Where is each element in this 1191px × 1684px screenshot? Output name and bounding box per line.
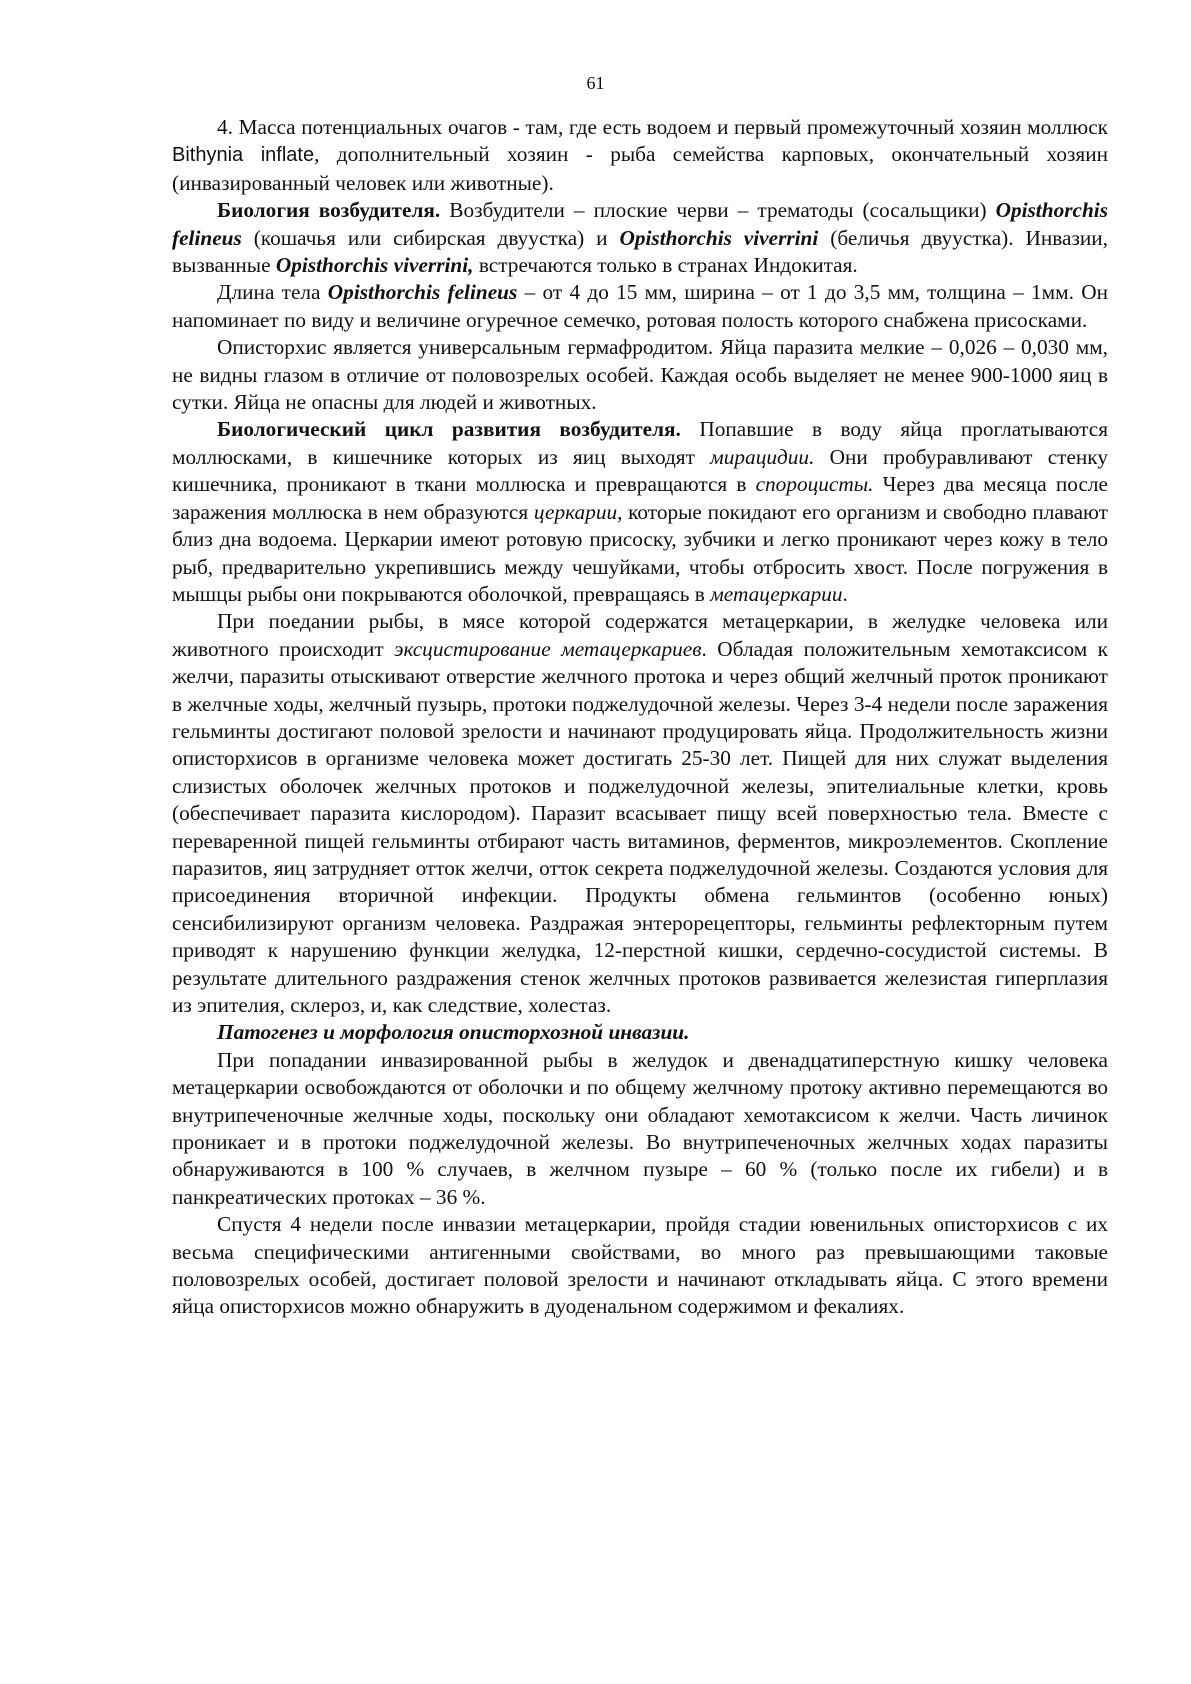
section-heading-pathogen-biology: Биология возбудителя. — [217, 198, 441, 223]
paragraph-transmission-foci — [172, 114, 1108, 197]
section-heading-life-cycle: Биологический цикл развития возбудителя. — [217, 417, 681, 442]
paragraph-text: Возбудители – плоские черви – трематоды (сосальщики) — [440, 198, 996, 223]
paragraph-body-size — [172, 279, 1108, 334]
paragraph-life-cycle — [172, 416, 1108, 608]
paragraph-infection-process — [172, 608, 1108, 1019]
paragraph-pathogenesis: При попадании инвазированной рыбы в желудок и двенадцатиперстную кишку человека метацеркарии освобождаются от оболочки и по общему желчному протоку активно перемещаются во внутрипеченочные желчные ходы, поскольку они обладают хемотаксисом к желчи. Часть личинок проникает и в протоки поджелудочной железы. Во внутрипеченочных желчных ходах паразиты обнаруживаются в 100 % случаев, в желчном пузыре – 60 % (только после их гибели) и в панкреатических протоках – 36 %. — [172, 1047, 1108, 1209]
paragraph-text: – от 4 до 15 мм, ширина – от 1 до 3,5 мм, толщина – 1мм. Он напоминает по виду и величине огуречное семечко, ротовая полость которого снабжена присосками. — [172, 280, 1109, 332]
paragraph-text: Через два месяца после заражения моллюска в нем образуются — [172, 472, 1108, 524]
species-name: Opisthorchis felineus — [172, 198, 1109, 250]
paragraph-text: встречаются только в странах Индокитая. — [473, 253, 858, 278]
paragraph-text: (беличья двуустка). Инвазии, вызванные — [172, 225, 1108, 278]
page-number: 61 — [586, 73, 605, 93]
species-name: Opisthorchis felineus — [327, 280, 518, 305]
paragraph-maturation: Спустя 4 недели после инвазии метацеркарии, пройдя стадии ювенильных описторхисов с их весьма специфическими антигенными свойствами, во много раз превышающими таковые половозрелых особей, достигает половой зрелости и начинают откладывать яйца. С этого времени яйца описторхисов можно обнаружить в дуоденальном содержимом и фекалиях. — [172, 1212, 1108, 1319]
species-name: Opisthorchis viverrini — [619, 225, 819, 250]
term-excystation: эксцистирование метацеркариев — [394, 636, 702, 661]
paragraph-text: , которые покидают его организм и свободно плавают близ дна водоема. Церкарии имеют ротовую присоску, зубчики и легко проникают через кожу в тело рыб, предварительно укрепившись между чешуйками, чтобы отбросить хвост. После погружения в мышцы рыбы они покрываются оболочкой, превращаясь в — [172, 499, 1108, 606]
heading-text: Патогенез и морфология описторхозной инвазии. — [217, 1020, 690, 1045]
term-sporocysts: спороцисты. — [755, 472, 874, 497]
paragraph-text: 4. Масса потенциальных очагов - там, где есть водоем и первый промежуточный хозяин моллюск — [217, 115, 1108, 139]
section-heading-pathogenesis — [172, 1019, 1108, 1046]
term-metacercariae: метацеркарии — [710, 581, 843, 606]
paragraph-text: . Обладая положительным хемотаксисом к желчи, паразиты отыскивают отверстие желчного протока и через общий желчный проток проникают в желчные ходы, желчный пузырь, протоки поджелудочной железы. Через 3-4 недели после заражения гельминты достигают половой зрелости и начинают продуцировать яйца. Продолжительность жизни описторхисов в организме человека может достигать 25-30 лет. Пищей для них служат выделения слизистых оболочек желчных протоков и поджелудочной железы, эпителиальные клетки, кровь (обеспечивает паразита кислородом). Паразит всасывает пищу всей поверхностью тела. Вместе с переваренной пищей гельминты отбирают часть витаминов, ферментов, микроэлементов. Скопление паразитов, яиц затрудняет отток желчи, отток секрета поджелудочной железы. Создаются условия для присоединения вторичной инфекции. Продукты обмена гельминтов (особенно юных) сенсибилизируют организм человека. Раздражая энтерорецепторы, гельминты рефлекторным путем приводят к нарушению функции желудка, 12-перстной кишки, сердечно-сосудистой системы. В результате длительного раздражения стенок желчных протоков развивается железистая гиперплазия из эпителия, склероз, и, как следствие, холестаз. — [172, 636, 1109, 1017]
paragraph-hermaphrodite: Описторхис является универсальным гермафродитом. Яйца паразита мелкие – 0,026 – 0,030 мм, не видны глазом в отличие от половозрелых особей. Каждая особь выделяет не менее 900-1000 яиц в сутки. Яйца не опасны для людей и животных. — [172, 335, 1108, 415]
term-cercariae: церкарии — [533, 499, 618, 524]
paragraph-pathogen-biology — [172, 197, 1108, 279]
paragraph-text: Попавшие в воду яйца проглатываются моллюсками, в кишечнике которых из яиц выходят — [172, 417, 1109, 469]
paragraph-text: Длина тела — [217, 280, 328, 305]
species-name: Opisthorchis viverrini, — [275, 253, 474, 278]
paragraph-text: , дополнительный хозяин - рыба семейства карповых, окончательный хозяин (инвазированный человек или животные). — [172, 142, 1109, 195]
paragraph-text: Они пробуравливают стенку кишечника, проникают в ткани моллюска и превращаются в — [172, 444, 1108, 497]
page-body — [172, 114, 1108, 1321]
term-miracidia: мирацидии. — [710, 444, 815, 469]
paragraph-text: . — [842, 581, 848, 606]
species-name: Bithynia inflate — [172, 144, 315, 167]
paragraph-text: (кошачья или сибирская двуустка) и — [241, 225, 620, 250]
paragraph-text: При поедании рыбы, в мясе которой содержатся метацеркарии, в желудке человека или животного происходит — [172, 609, 1108, 661]
